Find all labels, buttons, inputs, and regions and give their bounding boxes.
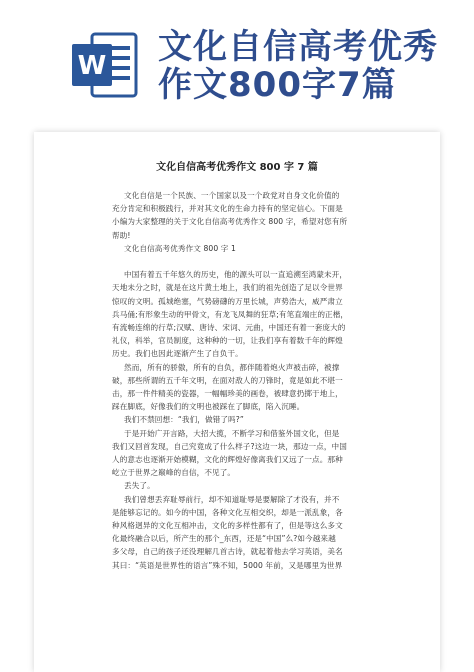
hero-banner — [0, 0, 474, 115]
document-page — [34, 132, 440, 672]
document-line: 文化自信高考优秀作文 800 字 1 — [124, 243, 236, 253]
document-line: 人的意志也逐渐开始模糊，文化的辉煌好像离我们又远了一点。那种 — [112, 455, 343, 464]
document-line: 多父母，自己的孩子还没理解几首古诗，就起着他去学习英语，美名 — [112, 547, 343, 557]
document-line: 礼仪，科举，官员制度，这种种的一切，让我们享有着数千年的辉煌 — [112, 336, 343, 346]
document-line: 是能够忘记的。如今的中国，各种文化互相交织，却是一派乱象，各 — [112, 507, 343, 517]
document-line: 种风格迥异的文化互相冲击，文化的多样性都有了，但是等这么多文 — [112, 521, 343, 530]
document-line: 我们又回首发现，自己究竟成了什么样子?这边一块，那边一点，中国 — [112, 441, 347, 451]
word-document-icon — [70, 30, 140, 100]
document-line: 踩在脚底，好像我们的文明也被踩在了脚底，陷入沉睡。 — [112, 402, 305, 412]
hero-title-line-1: 文化自信高考优秀 — [158, 27, 438, 67]
document-line: 于是开始广开言路，大招大揽，不断学习和借鉴外国文化，但是 — [124, 428, 340, 438]
document-line: 屹立于世界之巅峰的自信，不见了。 — [112, 468, 236, 478]
document-line: 天地未分之时，就是在这片黄土地上，我们的祖先创造了足以令世界 — [112, 283, 343, 293]
document-line: 我们曾想丢弃耻辱前行，却不知道耻辱是要解除了才没有，并不 — [124, 494, 340, 504]
document-line: 我们不禁回想：“我们，做错了吗?” — [124, 415, 244, 425]
svg-text:W: W — [77, 51, 107, 81]
document-line: 帮助! — [112, 230, 131, 240]
document-line: 兵马俑;有形象生动的甲骨文，有龙飞凤舞的狂草;有笔直端庄的正楷， — [112, 309, 349, 319]
document-line: 有流畅连绵的行草;汉赋、唐诗、宋词、元曲，中国还有着一套庞大的 — [112, 323, 346, 332]
document-line: 文化自信是一个民族、一个国家以及一个政党对自身文化价值的 — [124, 191, 340, 200]
hero-title-line-2: 作文800字7篇 — [158, 65, 397, 105]
document-line: 惊叹的文明。孤城绝塞，气势磅礴的万里长城，声势浩大，威严肃立 — [112, 296, 343, 306]
document-line: 然而，所有的骄傲，所有的自负，都伴随着炮火声被击碎，被撑 — [124, 362, 340, 372]
document-line: 小编为大家整理的关于文化自信高考优秀作文 800 字，希望对您有所 — [112, 217, 348, 227]
document-line: 击，那一件件精美的瓷器，一幅幅珍美的画卷，被肆意扔掷于地上， — [112, 389, 343, 398]
document-title: 文化自信高考优秀作文 800 字 7 篇 — [156, 162, 318, 173]
document-line: 历史。我们也因此逐渐产生了自负干。 — [112, 349, 243, 359]
document-line: 丢失了。 — [124, 481, 155, 491]
document-line: 其曰：“英语是世界性的语言”殊不知，5000 年前，又是哪里为世界 — [112, 560, 343, 570]
document-line: 破，那些所谓的五千年文明，在面对敌人的刀锋时，竟是如此不堪一 — [112, 375, 343, 385]
hero-title — [158, 28, 438, 104]
document-line: 中国有着五千年悠久的历史，他的源头可以一直追溯至鸿蒙未开， — [124, 270, 348, 280]
document-line: 充分肯定和积极践行，并对其文化的生命力持有的坚定信心。下面是 — [112, 204, 343, 214]
document-line: 化最终融合以后，所产生的那个_东西，还是“中国”么?如今越来越 — [112, 534, 336, 544]
